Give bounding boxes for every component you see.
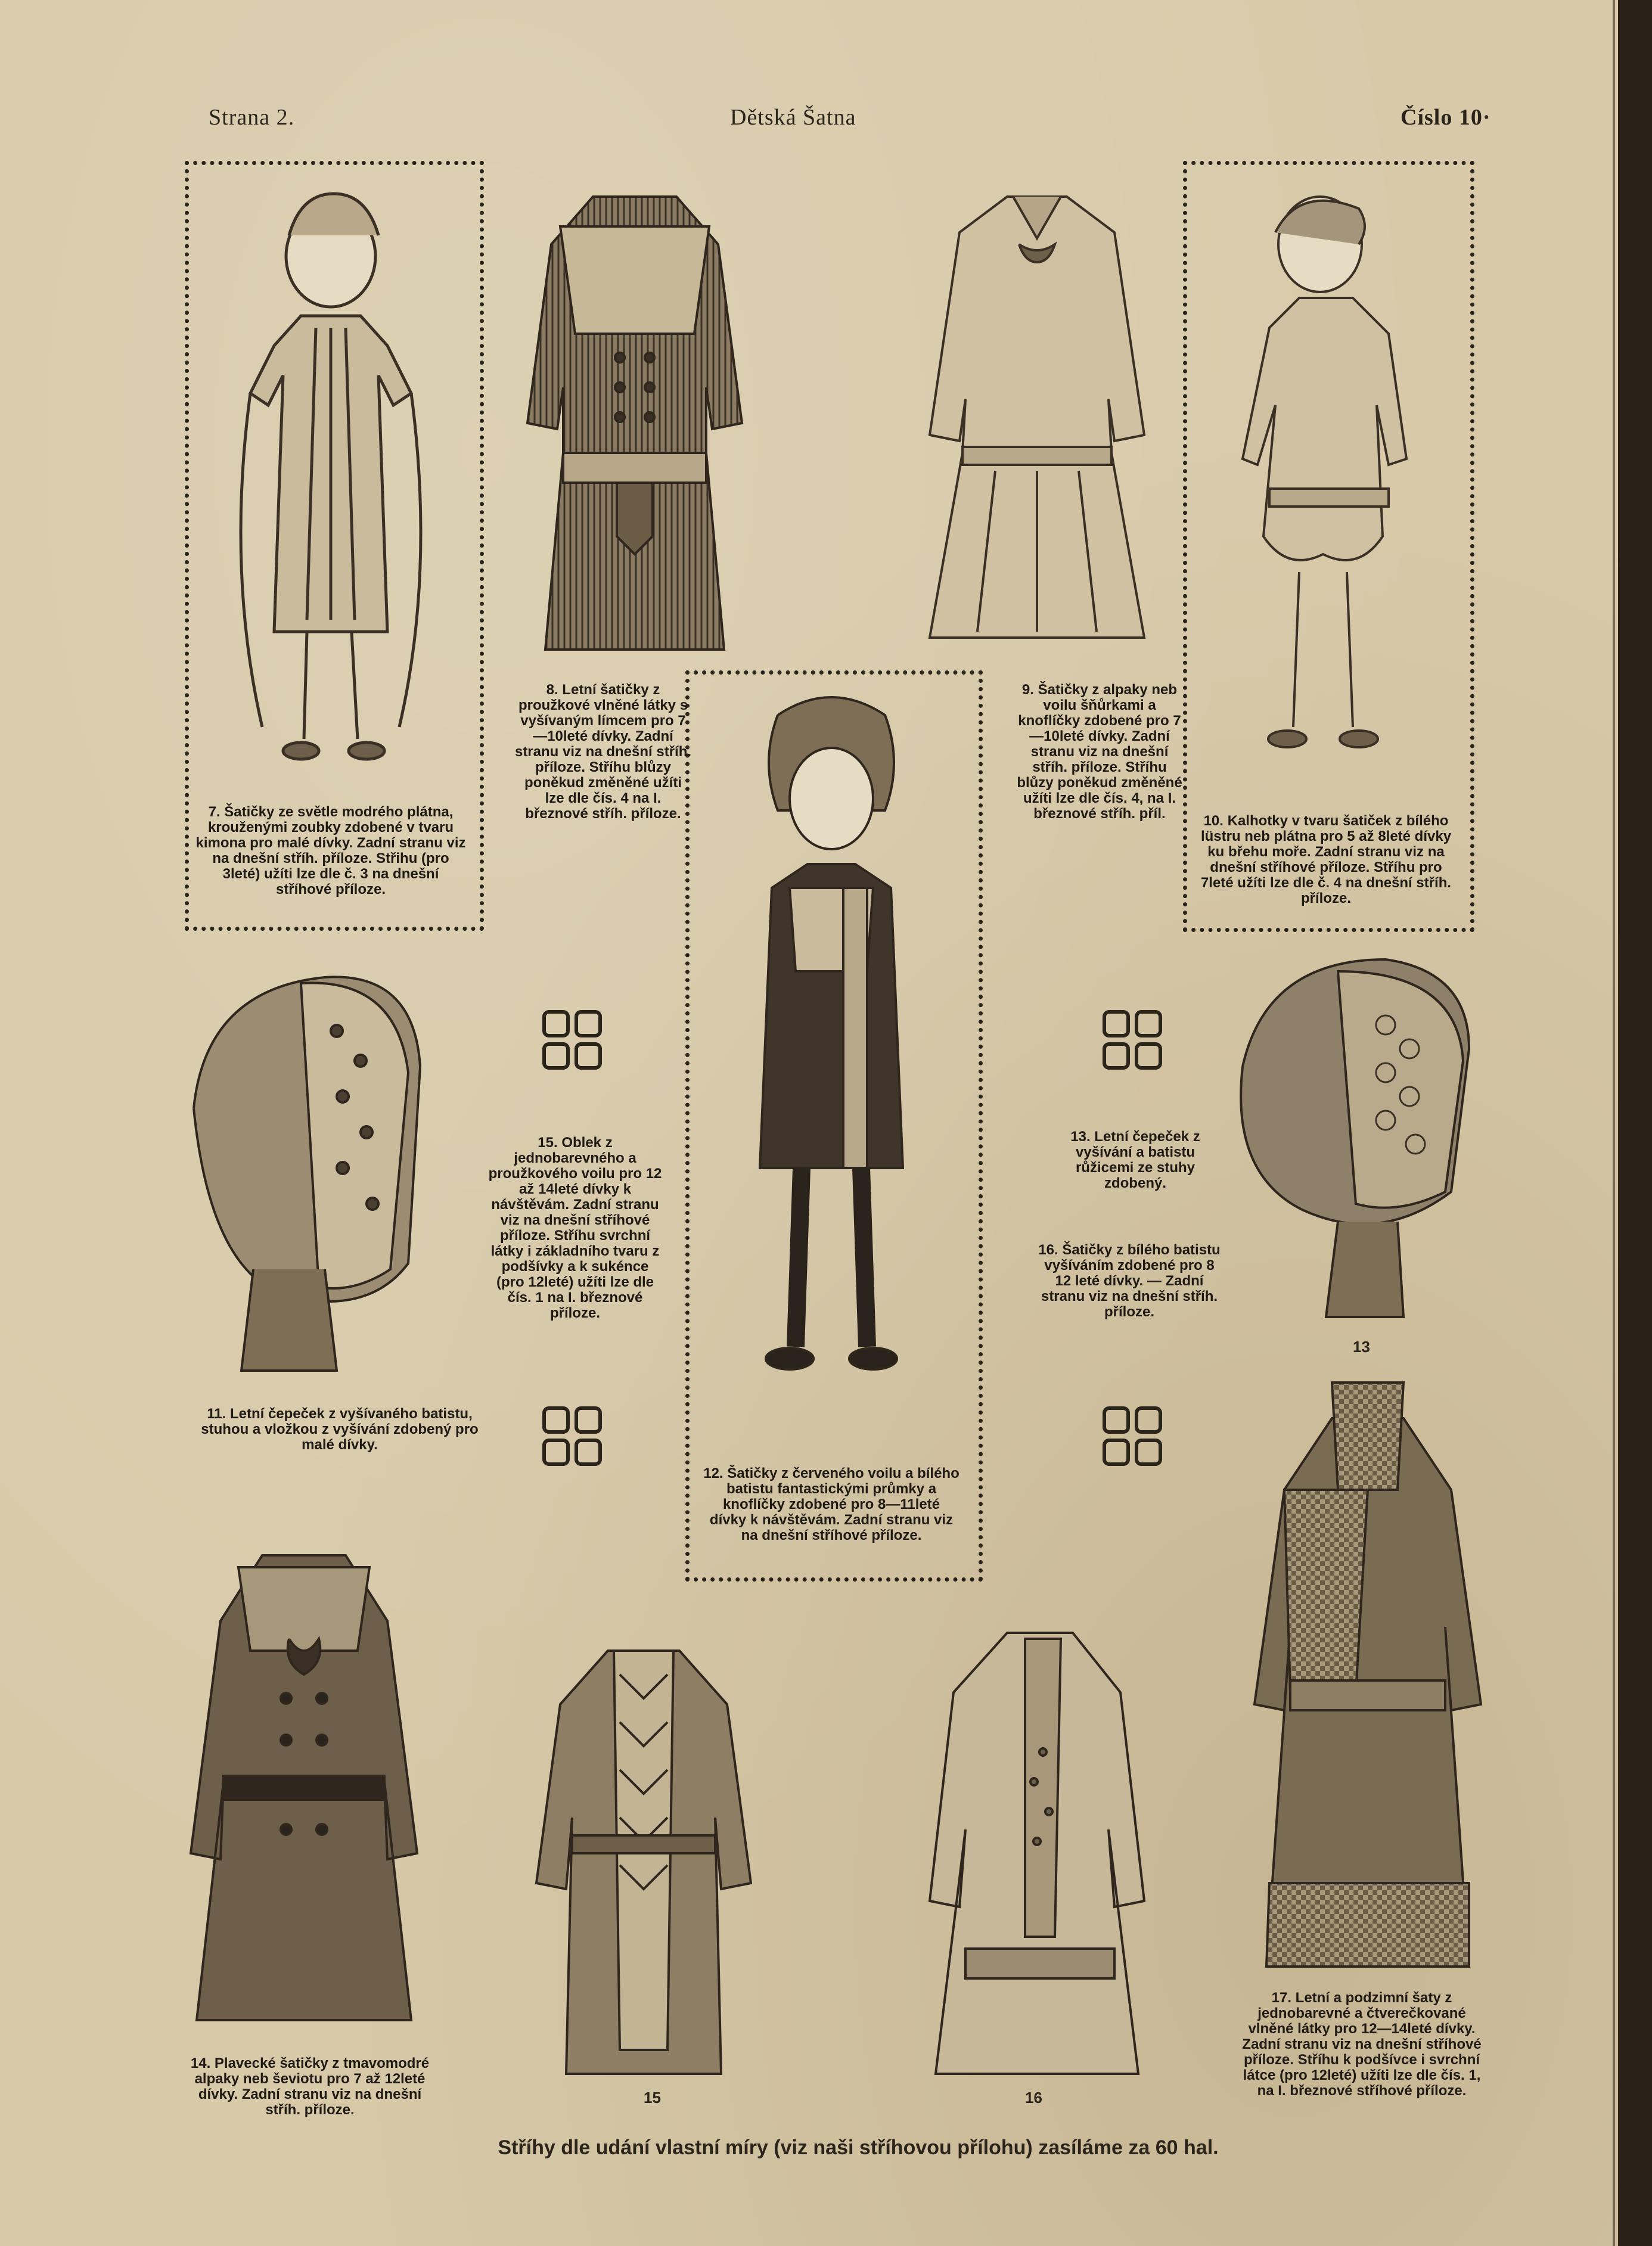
- caption-8: 8. Letní šatičky z proužkové vlněné látky s vyšívaným límcem pro 7—10leté dívky. Zadní stranu viz na dnešní stříh. příloze. Stříhu blůzy poněkud změněné užíti lze dle čís. 4 na I. březnové stříh. příloze.: [514, 682, 692, 822]
- caption-7: 7. Šatičky ze světle modrého plátna, krouženými zoubky zdobené v tvaru kimona pro malé dívky. Zadní stranu viz na dnešní stříh. příloze. Střihu (pro 3leté) užíti lze dle č. 3 na dnešní stříhové příloze.: [195, 804, 466, 897]
- pattern-symbol-icon: [1100, 1403, 1165, 1469]
- page-fold-line: [1613, 0, 1615, 2246]
- scan-border: [1618, 0, 1652, 2246]
- caption-9: 9. Šatičky z alpaky neb voilu šňůrkami a knoflíčky zdobené pro 7—10leté dívky. Zadní stranu viz na dnešní stříh. příloze. Stříhu blůzy poněkud změněné užíti lze dle čís. 4, na I. březnové stříh. příl.: [1017, 682, 1182, 822]
- footer-notice: Stříhy dle udání vlastní míry (viz naši stříhovou přílohu) zasíláme za 60 hal.: [498, 2136, 1219, 2159]
- caption-14: 14. Plavecké šatičky z tmavomodré alpaky neb ševiotu pro 7 až 12leté dívky. Zadní stranu viz na dnešní stříh. příloze.: [190, 2055, 430, 2118]
- figure-15-illustration: [524, 1621, 763, 2080]
- figure-16-illustration: [906, 1603, 1168, 2080]
- pattern-symbol-icon: [539, 1403, 605, 1469]
- caption-13: 13. Letní čepeček z vyšívání a batistu růžicemi ze stuhy zdobený.: [1070, 1129, 1200, 1191]
- caption-12: 12. Šatičky z červeného voilu a bílého batistu fantastickými průmky a knoflíčky zdobené pro 8—11leté dívky k návštěvám. Zadní stranu viz na dnešní stříhové příloze.: [703, 1465, 959, 1543]
- figure-11-illustration: [158, 959, 426, 1377]
- figure-16-number: 16: [1025, 2089, 1042, 2107]
- figure-17-illustration: [1249, 1371, 1487, 1984]
- figure-14-illustration: [179, 1520, 429, 2032]
- figure-12-illustration: [700, 691, 962, 1448]
- caption-16: 16. Šatičky z bílého batistu vyšíváním zdobené pro 8 12 leté dívky. — Zadní stranu viz na dnešní stříh. příloze.: [1038, 1242, 1221, 1320]
- figure-7-illustration: [197, 179, 465, 804]
- figure-13-illustration: [1219, 948, 1481, 1323]
- figure-9-illustration: [906, 173, 1168, 650]
- issue-number: Číslo 10·: [1401, 105, 1491, 130]
- caption-15: 15. Oblek z jednobarevného a proužkového voilu pro 12 až 14leté dívky k návštěvám. Zadní stranu viz na dnešní stříhové příloze. Stříhu svrchní látky i základního tvaru z podšívky a k sukénce (pro 12leté) užíti lze dle čís. 1 na I. březnové příloze.: [488, 1135, 662, 1321]
- pattern-symbol-icon: [1100, 1007, 1165, 1073]
- figure-10-illustration: [1210, 179, 1448, 799]
- figure-8-illustration: [504, 173, 766, 667]
- figure-13-number: 13: [1353, 1338, 1370, 1356]
- pattern-symbol-icon: [539, 1007, 605, 1073]
- caption-17: 17. Letní a podzimní šaty z jednobarevné a čtverečkované vlněné látky pro 12—14leté dívky. Zadní stranu viz na dnešní stříhové příloze. Stříhu k podšívce i svrchní látce (pro 12leté) užíti lze dle čís. 1, na I. březnové stříhové příloze.: [1242, 1990, 1482, 2099]
- magazine-title: Dětská Šatna: [730, 105, 856, 130]
- caption-10: 10. Kalhotky v tvaru šatiček z bílého lüstru neb plátna pro 5 až 8leté dívky ku břehu moře. Zadní stranu viz na dnešní stříhové příloze. Stříhu pro 7leté užíti lze dle č. 4 na dnešní stříh. příloze.: [1200, 813, 1452, 906]
- caption-11: 11. Letní čepeček z vyšívaného batistu, stuhou a vložkou z vyšívání zdobený pro malé dívky.: [201, 1406, 479, 1453]
- page-number-label: Strana 2.: [209, 105, 295, 130]
- figure-15-number: 15: [644, 2089, 661, 2107]
